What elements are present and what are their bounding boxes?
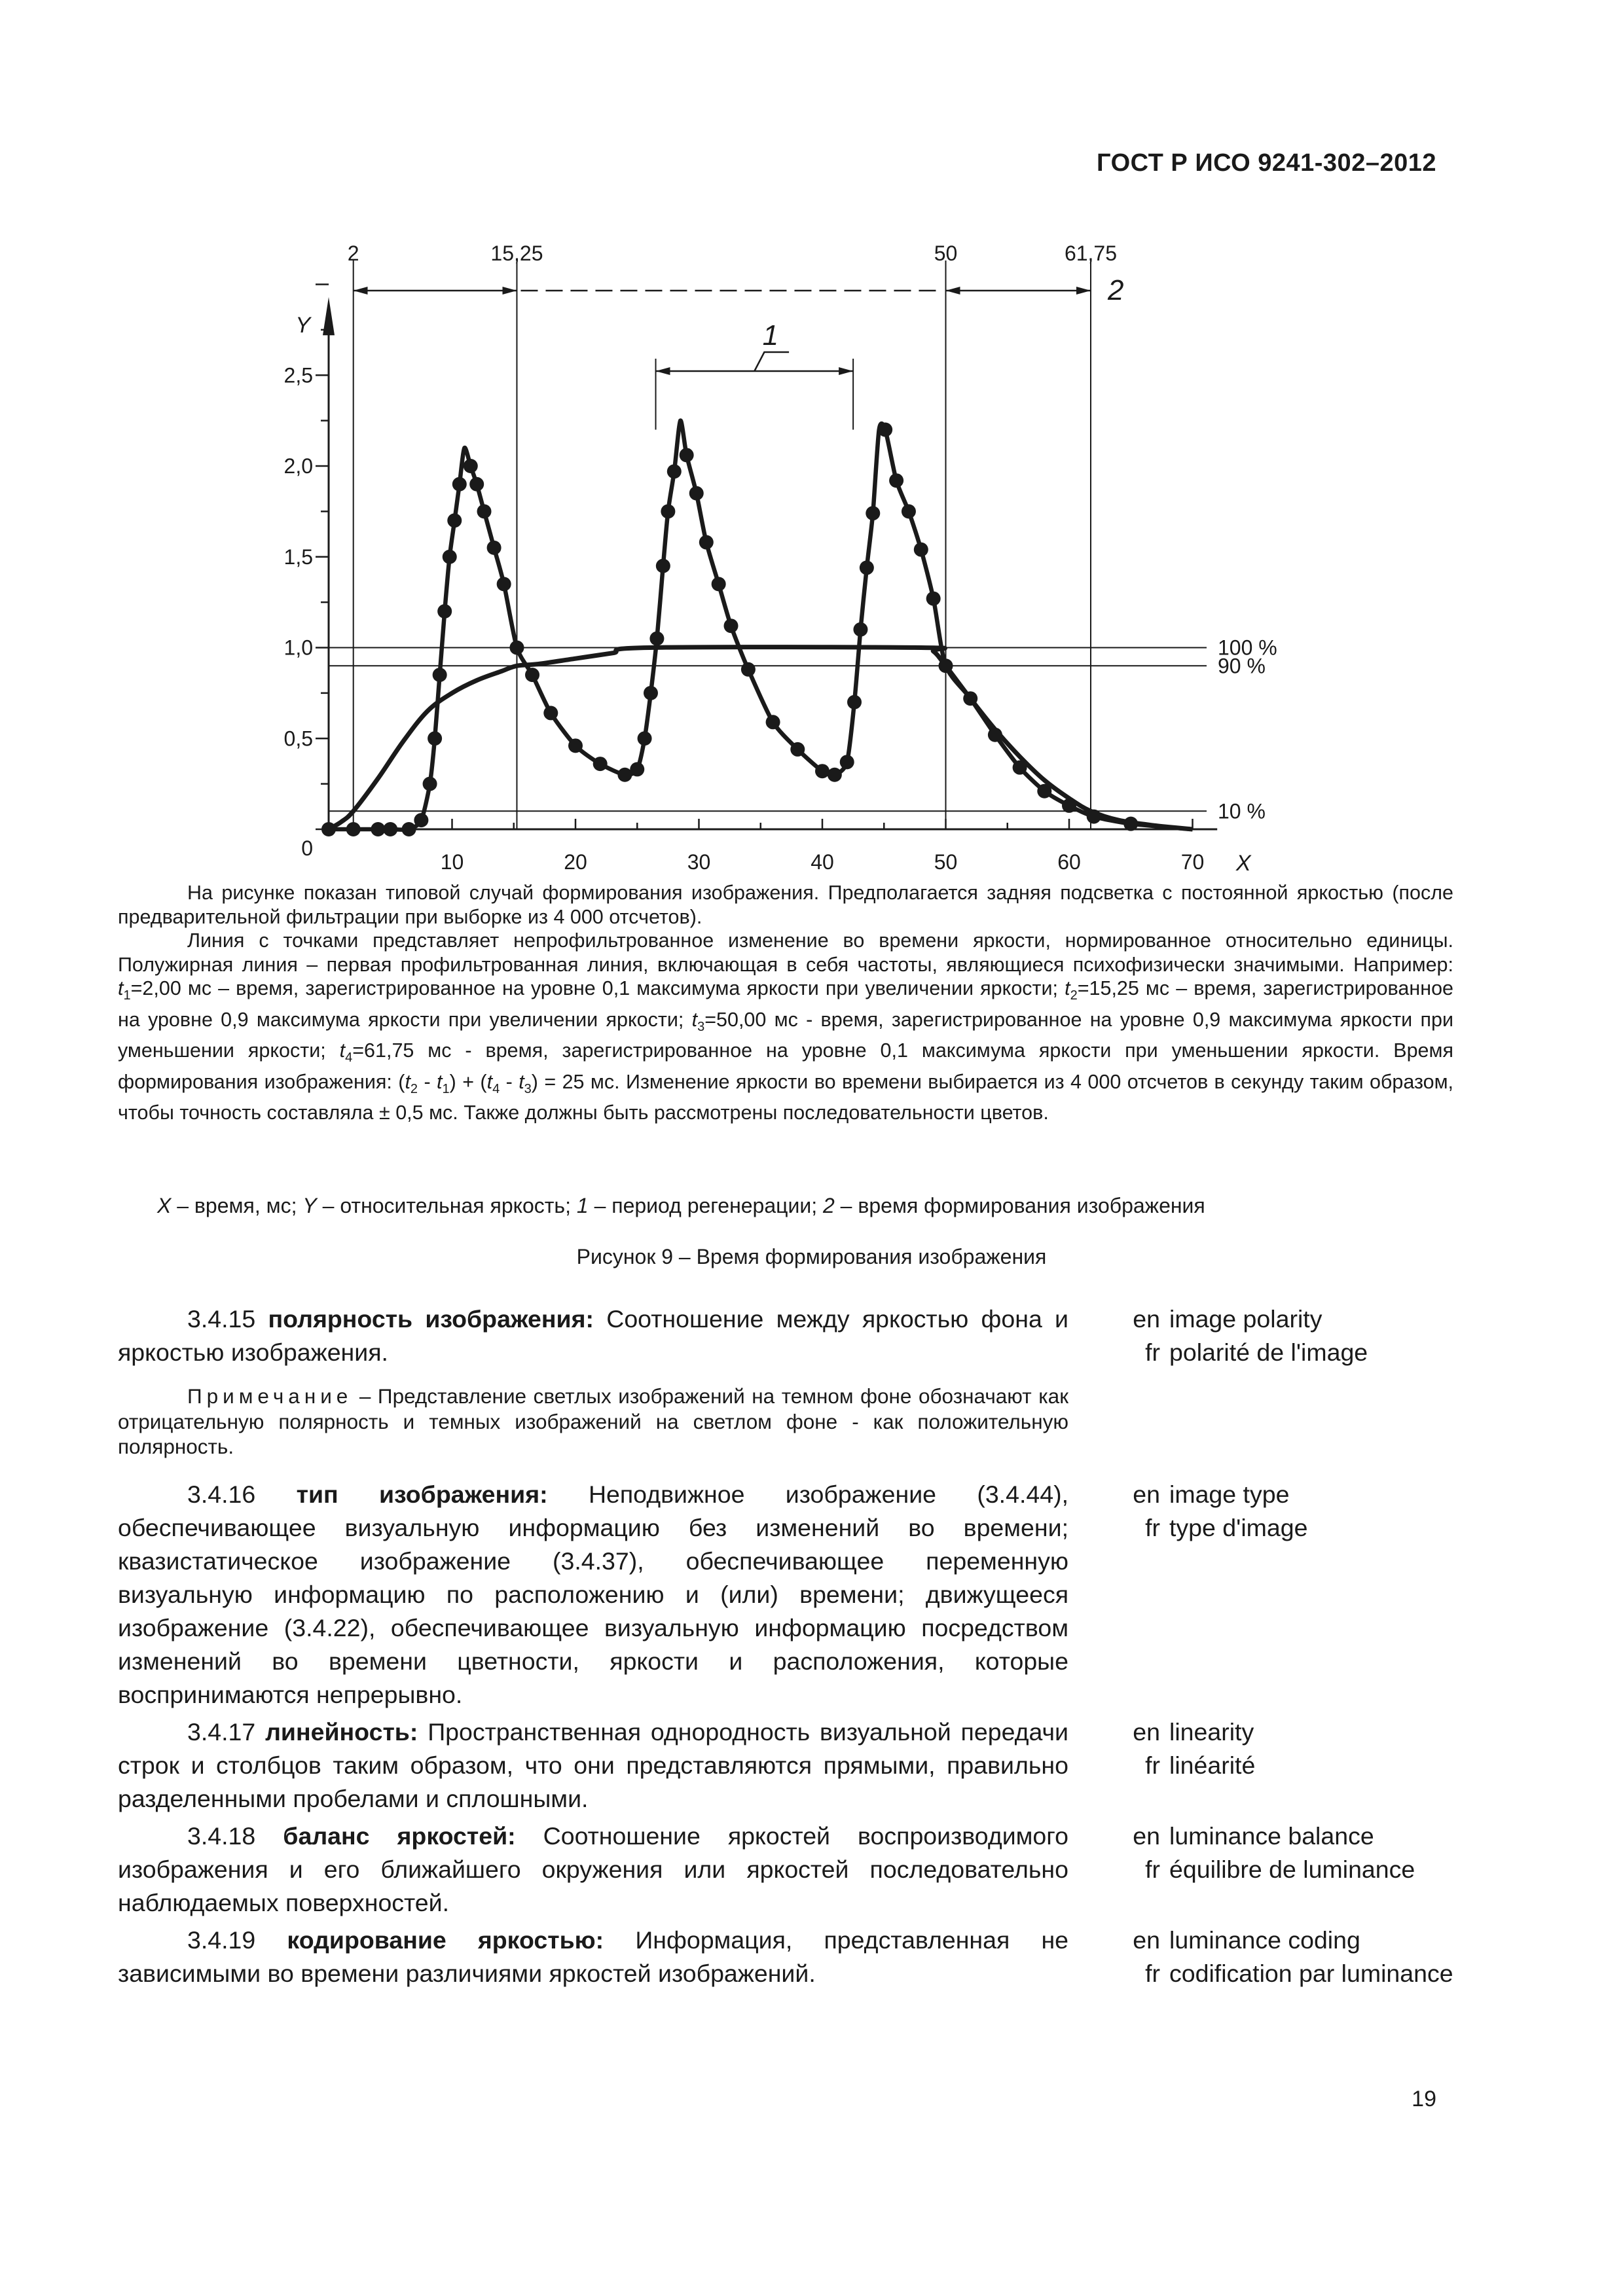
data-point [866,506,880,520]
description-paragraph-2: Линия с точками представляет непрофильтрованное изменение во времени яркости, нормированное относительно единицы. Полужирная линия – первая профильтрованная линия, включающая в себя частоты, являющиеся психофизически значимыми. Например: $t_1=2,00$ мс – время, зарегистрированное на уровне 0,1 максимума яркости при увеличении яркости; $t_2=15,25$ мс – время, зарегистрированное на уровне 0,9 максимума яркости при увеличении яркости; $t_3=50,00$ мс - время, зарегистрированное на уровне 0,9 максимума яркости при уменьшении яркости; $t_4=61,75$ мс - время, зарегистрированное на уровне 0,1 максимума яркости при уменьшении яркости. Время формирования изображения: $(t_2 - t_1) + (t_4 - t_3) = 25$ мс. Изменение яркости во времени выбирается из 4 000 отсчетов в секунду таким образом, чтобы точность составляла ± 0,5 мс. Также должны быть рассмотрены последовательности цветов. [118,929,1454,1124]
data-point [889,473,903,488]
data-point [469,477,484,492]
data-point [346,822,361,836]
data-point [617,768,632,782]
data-point [661,504,675,518]
data-point [689,486,704,501]
y-axis-label: Y [295,313,310,338]
x-tick-label: 60 [1057,850,1081,874]
data-point [1087,810,1101,824]
data-point [1062,798,1076,813]
data-point [321,822,336,836]
data-point [860,560,874,575]
data-point [464,459,478,473]
data-point [630,762,644,776]
x-tick-label: 40 [811,850,834,874]
data-point [680,448,694,462]
figure-9 [0,0,1623,890]
figure-description [118,881,1453,1125]
callout-1-label: 1 [762,319,779,351]
level-label: 10 % [1218,799,1266,823]
top-mark-label: 50 [934,242,958,265]
figure-legend: X – время, мс; Y – относительная яркость; 1 – период регенерации; 2 – время формирования изображения [157,1194,1205,1217]
x-tick-label: 20 [564,850,587,874]
callout-1-leader [754,352,789,371]
data-point [477,504,492,518]
data-point [644,686,658,700]
data-point [487,541,501,555]
data-point [724,619,739,633]
terms-list [118,1302,1506,1990]
data-point [402,822,416,836]
data-point [667,464,682,478]
data-point [790,742,805,757]
data-point [741,662,756,677]
term-translations: en image type fr type d'image [1133,1480,1308,1541]
term-3-4-16: 3.4.16 тип изображения: Неподвижное изображение (3.4.44), обеспечивающее визуальную информацию без изменений во времени; квазистатическое изображение (3.4.37), обеспечивающее переменную визуальную информацию по расположению и (или) времени; движущееся изображение (3.4.22), обеспечивающее визуальную информацию посредством изменений во времени цветности, яркости и расположения, которые воспринимаются непрерывно. en image type fr type d'image [118,1478,1506,1712]
data-point [443,550,457,564]
y-tick-label: 1,0 [283,636,313,660]
term-3-4-15: 3.4.15 полярность изображения: Соотношение между яркостью фона и яркостью изображения. en image polarity fr polarité de l'image Примечание – Представление светлых изображений на темном фоне обозначают как отрицательную полярность и темных изображений на светлом фоне - как положительную полярность. [118,1302,1506,1460]
data-point [853,622,867,637]
data-point [766,715,780,729]
data-point [939,658,953,673]
data-point [988,728,1002,742]
data-point [437,604,452,619]
data-point [902,504,916,518]
term-note: Примечание – Представление светлых изображений на темном фоне обозначают как отрицательную полярность и темных изображений на светлом фоне - как положительную полярность. [118,1384,1068,1458]
term-3-4-18: 3.4.18 баланс яркостей: Соотношение яркостей воспроизводимого изображения и его ближайшего окружения или яркостей последовательно наблюдаемых поверхностей. en luminance balance fr équilibre de luminance [118,1820,1506,1920]
image-formation-chart [0,0,1623,890]
data-point [840,755,854,769]
figure-caption: Рисунок 9 – Время формирования изображения [576,1245,1047,1268]
data-point [593,757,608,771]
data-point [371,822,385,836]
level-label: 90 % [1218,654,1266,678]
callout-2-label: 2 [1107,274,1124,306]
y-tick-label: 2,5 [283,363,313,387]
data-point [452,477,467,492]
data-point [847,695,862,709]
data-point [914,543,928,557]
term-3-4-19: 3.4.19 кодирование яркостью: Информация, представленная не зависимыми во времени различиями яркостей изображений. en luminance coding fr codification par luminance [118,1924,1506,1990]
data-point [423,777,437,791]
y-tick-label: 0,5 [283,726,313,751]
data-point [568,738,583,753]
x-tick-label: 70 [1180,850,1205,874]
x-tick-label: 50 [934,850,958,874]
description-paragraph-1: На рисунке показан типовой случай формирования изображения. Предполагается задняя подсветка с постоянной яркостью (после предварительной фильтрации при выборке из 4 000 отсчетов). [118,882,1453,928]
data-point [1123,817,1138,831]
top-mark-label: 2 [347,242,359,265]
y-tick-label: 1,5 [283,545,313,569]
y-tick-label: 2,0 [283,454,313,478]
data-point [383,822,397,836]
x-axis-label: X [1235,851,1251,876]
data-point [414,813,428,827]
data-point [712,577,726,591]
top-mark-label: 15,25 [490,242,543,265]
x-tick-label: 10 [440,850,464,874]
data-point [638,731,652,745]
data-point [433,668,447,682]
data-point [1013,761,1027,775]
data-point [1037,784,1051,798]
data-point [963,691,977,706]
term-translations: en luminance coding fr codification par luminance [1133,1926,1453,1987]
term-translations: en image polarity fr polarité de l'image [1133,1305,1368,1366]
data-point [497,577,511,591]
data-point [649,632,664,646]
data-point [428,731,442,745]
data-point [699,535,714,550]
data-point [815,764,830,778]
document-header: ГОСТ Р ИСО 9241-302–2012 [1097,149,1436,177]
level-label: 100 % [1218,636,1277,660]
data-point [509,641,524,655]
term-translations: en luminance balance fr équilibre de luminance [1133,1821,1415,1883]
data-point [656,559,670,573]
term-3-4-17: 3.4.17 линейность: Пространственная однородность визуальной передачи строк и столбцов таким образом, что они представляются прямыми, правильно разделенными пробелами и сплошными. en linearity fr linéarité [118,1715,1506,1816]
data-point [828,768,842,782]
data-point [926,592,941,606]
term-translations: en linearity fr linéarité [1133,1717,1256,1779]
data-point [543,706,558,720]
page-number: 19 [1412,2087,1436,2111]
data-point [878,423,892,437]
top-mark-label: 61,75 [1064,242,1118,265]
y-tick-label: 0 [301,836,313,860]
data-point [447,513,462,528]
x-tick-label: 30 [687,850,711,874]
data-point [525,668,539,682]
